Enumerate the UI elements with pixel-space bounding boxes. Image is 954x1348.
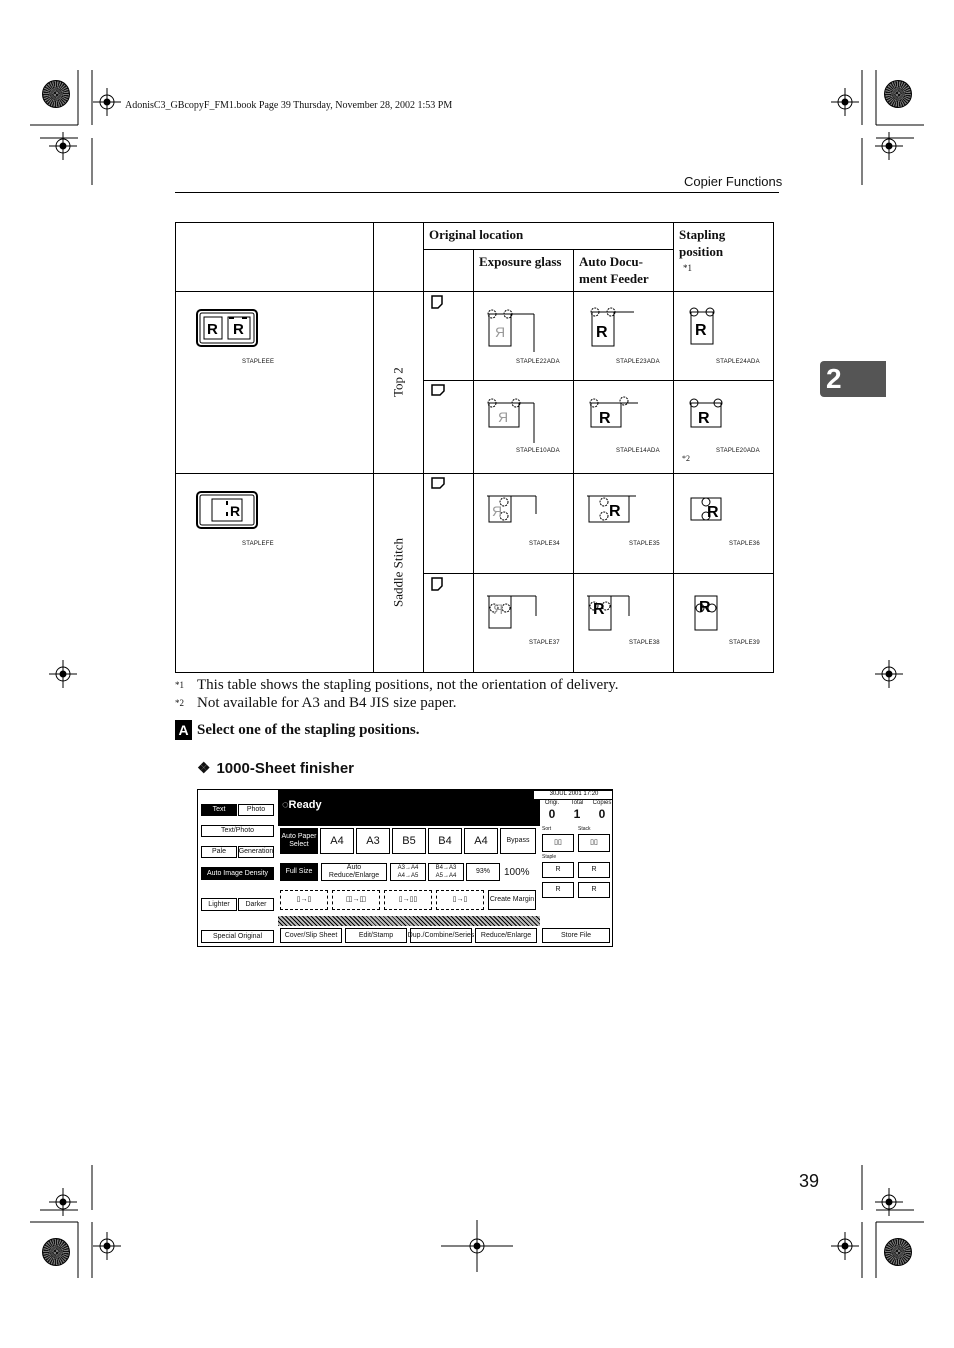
staple-top-right-button[interactable] [578,862,610,878]
svg-text:R: R [699,599,711,616]
sort-button[interactable] [542,834,574,852]
diagram-cell [674,292,774,381]
auto-reduce-enlarge-button[interactable]: Auto Reduce/Enlarge [321,863,387,881]
diagram-caption: STAPLE36 [729,541,760,547]
staple-saddle-button[interactable] [578,882,610,898]
footnotes [175,676,618,712]
diagram-caption: STAPLE34 [529,541,560,547]
full-size-button[interactable]: Full Size [280,863,318,881]
diagram-cell [674,574,774,673]
stack-label: Stack [578,826,591,832]
svg-text:R: R [207,321,218,338]
series-icon: ▯→▯ [452,896,468,903]
subheading [197,759,354,777]
special-original-button[interactable]: Special Original [201,930,274,943]
diagram-caption: STAPLE14ADA [616,448,660,454]
pale-mode-button[interactable]: Pale [201,846,237,858]
top2-icon-cell [176,292,374,474]
svg-text:Я: Я [493,601,504,617]
tray-1-button[interactable]: A4 [320,828,354,854]
page-number: 39 [799,1171,820,1191]
two-sided-to-two-sided-button[interactable] [332,890,380,910]
svg-text:Я: Я [498,409,509,425]
status-icon: ◌ [282,799,289,811]
combine-icon: ▯→▯▯ [398,896,418,903]
preset-zoom-button[interactable]: 93% [466,863,500,881]
svg-text:R: R [707,504,719,521]
staple-position-top2-portrait [686,304,736,354]
auto-paper-select-button[interactable]: Auto Paper Select [280,828,318,854]
diagram-cell [474,292,574,381]
bypass-button[interactable]: Bypass [500,828,536,854]
footnote-ref-1: *1 [683,263,693,273]
table-corner-cell [176,223,374,292]
step-text: Select one of the stapling positions. [197,721,420,738]
step-1 [175,720,420,740]
counter-label: Origi. [544,800,560,806]
combine-button[interactable] [384,890,432,910]
group-label-top2: Top 2 [374,292,424,474]
reduce-ratio-button[interactable]: A3→A4 A4→A5 [390,863,426,881]
diagram-caption: STAPLE37 [529,640,560,646]
sort-label: Sort [542,826,552,832]
diagram-cell [574,381,674,474]
diagram-caption: STAPLE22ADA [516,359,560,365]
tray-2-button[interactable]: A3 [356,828,390,854]
svg-text:Я: Я [495,324,506,340]
diagram-cell [474,474,574,574]
staple-icon: R [555,866,561,873]
diagram-cell [674,381,774,474]
sort-icon: ▯▯ [554,839,562,846]
staple-diagram-adf-top2-landscape [586,395,641,445]
stack-icon: ▯▯ [590,839,598,846]
original-location-header: Original location [424,223,674,250]
staple-position-saddle-portrait [690,590,740,640]
svg-text:R: R [599,410,611,427]
diagram-caption: STAPLE23ADA [616,359,660,365]
diagram-caption: STAPLE35 [629,541,660,547]
diagram-cell [474,574,574,673]
chapter-tab: 2 [820,361,886,397]
orientation-portrait-cell [424,292,474,381]
staple-diagram-adf-saddle-portrait [584,590,639,640]
staple-position-top2-landscape [686,395,736,445]
counter-area [540,800,613,826]
diagram-caption: STAPLE38 [629,640,660,646]
header-rule [175,192,779,193]
dither-band [278,916,540,926]
tray-4-button[interactable]: B4 [428,828,462,854]
orientation-header-cell [424,250,474,292]
staple-top2-button[interactable] [542,882,574,898]
diamond-bullet-icon: ❖ [197,760,211,777]
enlarge-ratio-button[interactable]: B4→A3 A5→A4 [428,863,464,881]
counter-value: 0 [598,807,606,821]
dup-combine-series-button[interactable]: Dup./Combine/Series [410,928,472,943]
series-button[interactable] [436,890,484,910]
counter-value: 1 [573,807,581,821]
counter-value: 0 [548,807,556,821]
staple-top-left-button[interactable] [542,862,574,878]
counter-label: Total [570,800,584,806]
reduce-enlarge-button[interactable]: Reduce/Enlarge [475,928,537,943]
svg-text:R: R [233,321,244,338]
diagram-cell [574,292,674,381]
auto-image-density-button[interactable]: Auto Image Density [201,867,274,880]
icon-caption: STAPLEEE [242,359,275,365]
darker-button[interactable]: Darker [238,898,274,911]
create-margin-button[interactable]: Create Margin [488,890,536,910]
store-file-button[interactable]: Store File [542,928,610,943]
diagram-cell [674,474,774,574]
subheading-text: 1000-Sheet finisher [216,759,355,777]
running-head: Copier Functions [684,174,783,189]
diagram-caption: STAPLE39 [729,640,760,646]
staple-position-saddle-landscape [686,490,736,540]
text-mode-button[interactable]: Text [201,804,237,816]
ready-status: ◌Ready [282,799,322,811]
svg-text:R: R [609,503,621,520]
diagram-cell [574,574,674,673]
photo-mode-button[interactable]: Photo [238,804,274,816]
staple-top2-key-icon [196,309,258,347]
diagram-caption: STAPLE20ADA [716,448,760,454]
staple-diagram-exposure-top2-portrait [486,304,536,354]
icon-caption: STAPLEFE [242,541,274,547]
one-sided-to-one-sided-button[interactable] [280,890,328,910]
portrait-page-icon [431,295,443,309]
step-number-badge: A [175,720,192,740]
adf-header: Auto Docu-ment Feeder [574,250,674,292]
staple-diagram-exposure-top2-landscape [486,395,536,445]
duplex-icon: ▯→▯ [296,896,312,903]
saddle-icon-cell [176,474,374,673]
diagram-caption: STAPLE10ADA [516,448,560,454]
copier-control-panel [197,789,613,947]
group-label-saddle-stitch: Saddle Stitch [374,474,424,673]
book-file-info: AdonisC3_GBcopyF_FM1.book Page 39 Thursday, November 28, 2002 1:53 PM [125,100,453,111]
lighter-button[interactable]: Lighter [201,898,237,911]
svg-text:R: R [230,503,241,519]
diagram-cell [474,381,574,474]
staple-diagram-adf-saddle-landscape [584,488,639,538]
staple-icon: R [591,886,597,893]
footnote: *2 Not available for A3 and B4 JIS size paper. [175,695,457,711]
staple-diagram-exposure-saddle-portrait [484,590,539,640]
datetime: 30JUL 2001 17:20 [534,791,613,799]
staple-diagram-adf-top2-portrait [586,304,636,354]
landscape-page-icon [431,384,445,396]
orientation-landscape-cell [424,474,474,574]
landscape-page-icon [431,477,445,489]
footnote: *1 This table shows the stapling positions, not the orientation of delivery. [175,677,619,693]
zoom-value: 100% [504,867,530,878]
orientation-portrait-cell [424,574,474,673]
text-photo-mode-button[interactable]: Text/Photo [201,825,274,837]
stapling-table [175,222,774,673]
table-label-header-cell [374,223,424,292]
counter-label: Copies [592,800,612,806]
svg-text:R: R [698,410,710,427]
svg-text:R: R [695,322,707,339]
generation-mode-button[interactable]: Generation [238,846,274,858]
orientation-landscape-cell [424,381,474,474]
exposure-glass-header: Exposure glass [474,250,574,292]
edit-stamp-button[interactable]: Edit/Stamp [345,928,407,943]
staple-icon: R [591,866,597,873]
tray-3-button[interactable]: B5 [392,828,426,854]
stack-button[interactable] [578,834,610,852]
staple-saddle-key-icon [196,491,258,529]
svg-text:Я: Я [492,503,503,519]
svg-text:R: R [596,324,608,341]
diagram-cell [574,474,674,574]
portrait-page-icon [431,577,443,591]
staple-label: Staple [542,854,557,860]
stapling-position-header: Stapling position *1 [674,223,774,292]
cover-slip-sheet-button[interactable]: Cover/Slip Sheet [280,928,342,943]
tray-5-button[interactable]: A4 [464,828,498,854]
duplex-icon: ◫→◫ [345,896,367,903]
svg-text:R: R [593,601,605,618]
staple-icon: R [555,886,561,893]
footnote-ref-2: *2 [682,454,691,463]
diagram-caption: STAPLE24ADA [716,359,760,365]
staple-diagram-exposure-saddle-landscape [484,488,539,538]
